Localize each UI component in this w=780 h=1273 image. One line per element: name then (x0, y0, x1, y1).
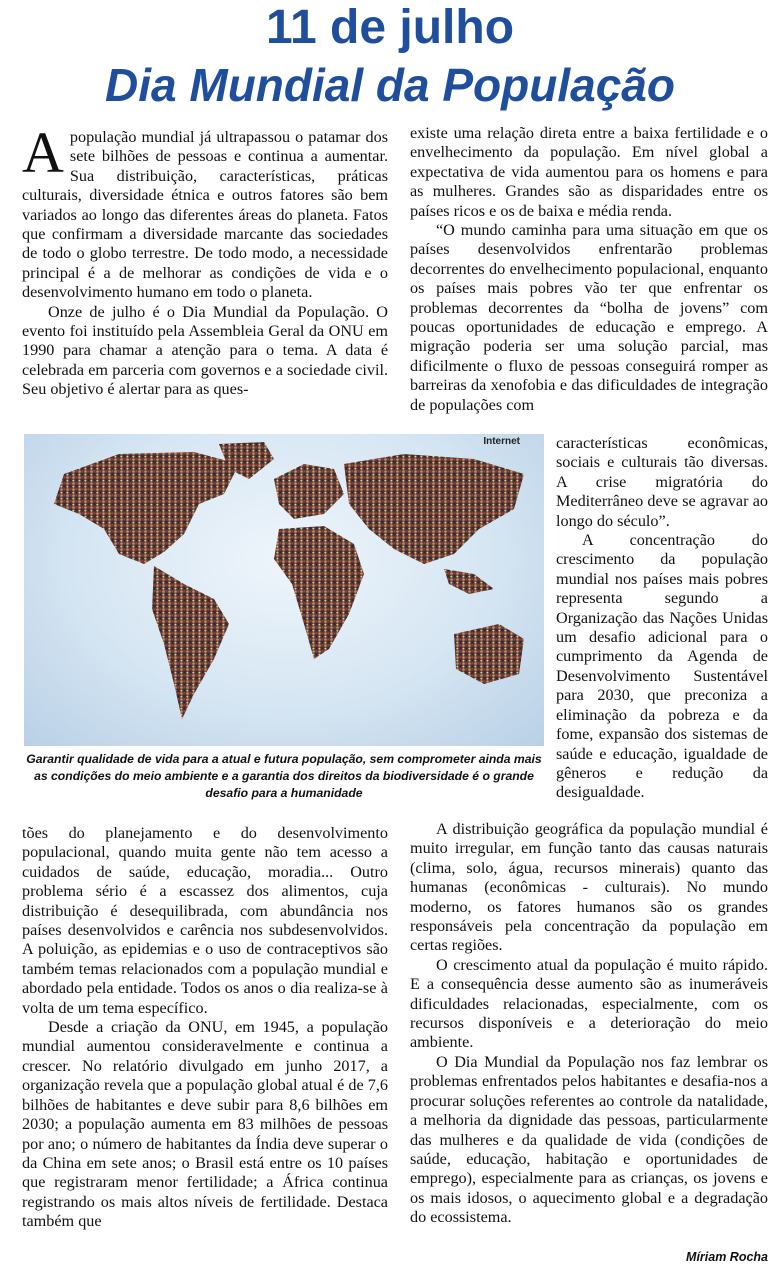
article-paragraph: “O mundo caminha para uma situação em que os países desenvolvidos enfrentarão problemas decorrentes do envelhecimento populacional, enquanto os países mais pobres vão ter que enfrentar os problemas decorrentes da “bolha de jovens” com poucas oportunidades de educação e emprego. A migração poderia ser uma solução parcial, mas dificilmente o fluxo de pessoas conseguirá romper as barreiras da xenofobia e das dificuldades de integração de populações com (410, 221, 768, 414)
date-title: 11 de julho (265, 1, 515, 54)
southeast-asia-shape (444, 569, 494, 594)
main-title: Dia Mundial da População (105, 59, 675, 111)
world-map-crowd-photo (24, 434, 544, 746)
author-signature: Míriam Rocha (686, 1250, 768, 1264)
article-column-4 (22, 824, 388, 1232)
article-paragraph: O Dia Mundial da População nos faz lembrar os problemas enfrentados pelos habitantes e desafia-nos a procurar soluções referentes ao controle da natalidade, a melhoria da dignidade das pessoas, particularmente das mulheres e da qualidade de vida (condições de saúde, educação, habitação e oportunidades de emprego), especialmente para as crianças, os jovens e os mais idosos, o aquecimento global e a degradação do ecossistema. (410, 1052, 768, 1227)
article-column-2 (410, 124, 768, 415)
drop-cap: A (22, 120, 64, 185)
world-map-illustration (24, 434, 544, 746)
north-america-shape (54, 452, 239, 564)
article-paragraph: tões do planejamento e do desenvolvimento populacional, quando muita gente não tem acesso a cuidados de saúde, educação, moradia... Outro problema sério é a escassez dos alimentos, cuja distribuição é desequilibrada, com abundância nos países desenvolvidos e carência nos subdesenvolvidos. A poluição, as epidemias e o uso de contraceptivos são também temas relacionados com a população mundial e abordado pela entidade. Todos os anos o dia realiza-se à volta de um tema específico. (22, 824, 388, 1017)
article-paragraph: Apopulação mundial já ultrapassou o patamar dos sete bilhões de pessoas e continua a aumentar. Sua distribuição, características, práticas culturais, diversidade étnica e outros fatores são bem variados ao longo das diferentes áreas do planeta. Fatos que confirmam a diversidade marcante das sociedades de todo o globo terrestre. De todo modo, a necessidade principal é a de melhorar as condições de vida e o desenvolvimento humano em todo o planeta. (22, 120, 388, 302)
europe-shape (274, 464, 344, 519)
article-column-3 (556, 434, 768, 803)
photo-credit: Internet (483, 436, 520, 447)
africa-shape (274, 526, 364, 659)
article-column-5 (410, 820, 768, 1228)
article-paragraph: Desde a criação da ONU, em 1945, a população mundial aumentou consideravelmente e continua a crescer. No relatório divulgado em junho 2017, a organização revela que a população global atual é de 7,6 bilhões de habitantes e deve subir para 8,6 bilhões em 2030; a população aumenta em 83 milhões de pessoas por ano; o número de habitantes da Índia deve superar o da China em sete anos; o Brasil está entre os 10 países que registraram menor fertilidade; a África continua registrando os mais altos níveis de fertilidade. Destaca também que (22, 1018, 388, 1231)
article-paragraph: Onze de julho é o Dia Mundial da População. O evento foi instituído pela Assembleia Geral da ONU em 1990 para chamar a atenção para o tema. A data é celebrada em parceria com governos e a sociedade civil. Seu objetivo é alertar para as ques- (22, 302, 388, 399)
asia-shape (344, 454, 524, 564)
article-paragraph: existe uma relação direta entre a baixa fertilidade e o envelhecimento da população. Em nível global a expectativa de vida aumentou para os homens e para as mulheres. Grandes são as disparidades entre os países ricos e os de baixa e média renda. (410, 124, 768, 220)
article-paragraph: características econômicas, sociais e culturais tão diversas. A crise migratória do Mediterrâneo deve se agravar ao longo do século”. (556, 434, 768, 530)
south-america-shape (152, 566, 229, 719)
article-paragraph: O crescimento atual da população é muito rápido. E a consequência desse aumento são as inumeráveis dificuldades relacionadas, especialmente, com os recursos disponíveis e a deterioração do meio ambiente. (410, 955, 768, 1052)
article-column-1 (22, 120, 388, 400)
article-paragraph: A distribuição geográfica da população mundial é muito irregular, em função tanto das causas naturais (clima, solo, água, recursos minerais) quanto das humanas (econômicas - culturais). No mundo moderno, os fatores humanos são os grandes responsáveis pela concentração da população em certas regiões. (410, 820, 768, 955)
australia-shape (454, 624, 524, 684)
photo-caption: Garantir qualidade de vida para a atual e futura população, sem comprometer ainda mais as condições do meio ambiente e a garantia dos direitos da biodiversidade é o grande desafio para a humanidade (26, 752, 542, 800)
article-paragraph: A concentração do crescimento da população mundial nos países mais pobres representa segundo a Organização das Nações Unidas um desafio adicional para o cumprimento da Agenda de Desenvolvimento Sustentável para 2030, que preconiza a eliminação da pobreza e da fome, expansão dos sistemas de saúde e educação, igualdade de gêneros e redução da desigualdade. (556, 531, 768, 802)
